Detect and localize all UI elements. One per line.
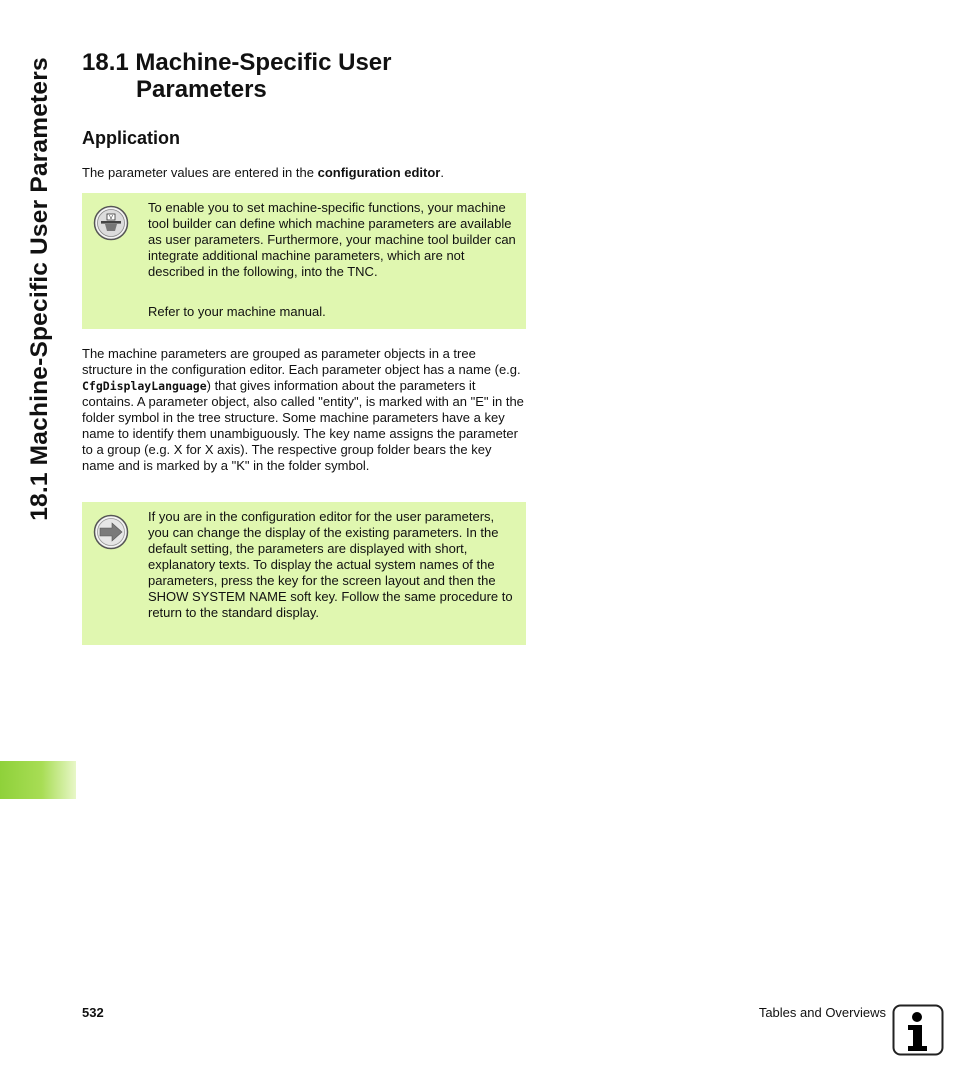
page-title-number: 18.1 <box>82 49 129 76</box>
machine-manual-icon <box>93 205 129 241</box>
page-title <box>82 49 391 103</box>
machine-note-text: To enable you to set machine-specific functions, your machine tool builder can define which machine parameters are available as user parameters. Furthermore, your machine tool builder can integrate additional machine parameters, which are not described in the following, into the TNC. <box>148 200 516 279</box>
footer-section-title: Tables and Overviews <box>758 1005 886 1020</box>
section-heading: Application <box>82 128 180 148</box>
body-paragraph <box>82 346 526 474</box>
code-term: CfgDisplayLanguage <box>82 379 207 393</box>
page-title-line1: Machine-Specific User <box>135 49 392 76</box>
machine-note-box <box>82 193 526 329</box>
svg-text:V: V <box>109 215 113 221</box>
tip-note-box <box>82 502 526 645</box>
intro-end: . <box>440 165 444 180</box>
page-title-line2: Parameters <box>136 76 267 103</box>
side-title-text: 18.1 Machine-Specific User Parameters <box>26 57 53 521</box>
intro-bold: configuration editor <box>317 165 441 180</box>
intro-paragraph <box>82 165 444 181</box>
side-running-title <box>20 52 60 527</box>
chapter-tab <box>0 761 76 799</box>
tip-note-text: If you are in the configuration editor for the user parameters, you can change the display of the existing parameters. In the default setting, the parameters are displayed with short, explanatory texts. To display the actual system names of the parameters, press the key for the screen layout and then the SHOW SYSTEM NAME soft key. Follow the same procedure to return to the standard display. <box>148 509 513 620</box>
arrow-right-icon <box>93 514 129 550</box>
body-text-2: ) that gives information about the parameters it contains. A parameter object, also called "entity", is marked with an "E" in the folder symbol in the tree structure. Some machine parameters have a key name to identify them unambiguously. The key name assigns the parameter to a group (e.g. X for X axis). The respective group folder bears the key name and is marked by a "K" in the folder symbol. <box>82 378 524 473</box>
page-number: 532 <box>82 1005 104 1020</box>
body-text-1: The machine parameters are grouped as parameter objects in a tree structure in the configuration editor. Each parameter object has a name (e.g. <box>82 346 521 377</box>
intro-text: The parameter values are entered in the <box>82 165 318 180</box>
info-icon <box>892 1004 944 1056</box>
machine-note-reference: Refer to your machine manual. <box>148 304 326 319</box>
